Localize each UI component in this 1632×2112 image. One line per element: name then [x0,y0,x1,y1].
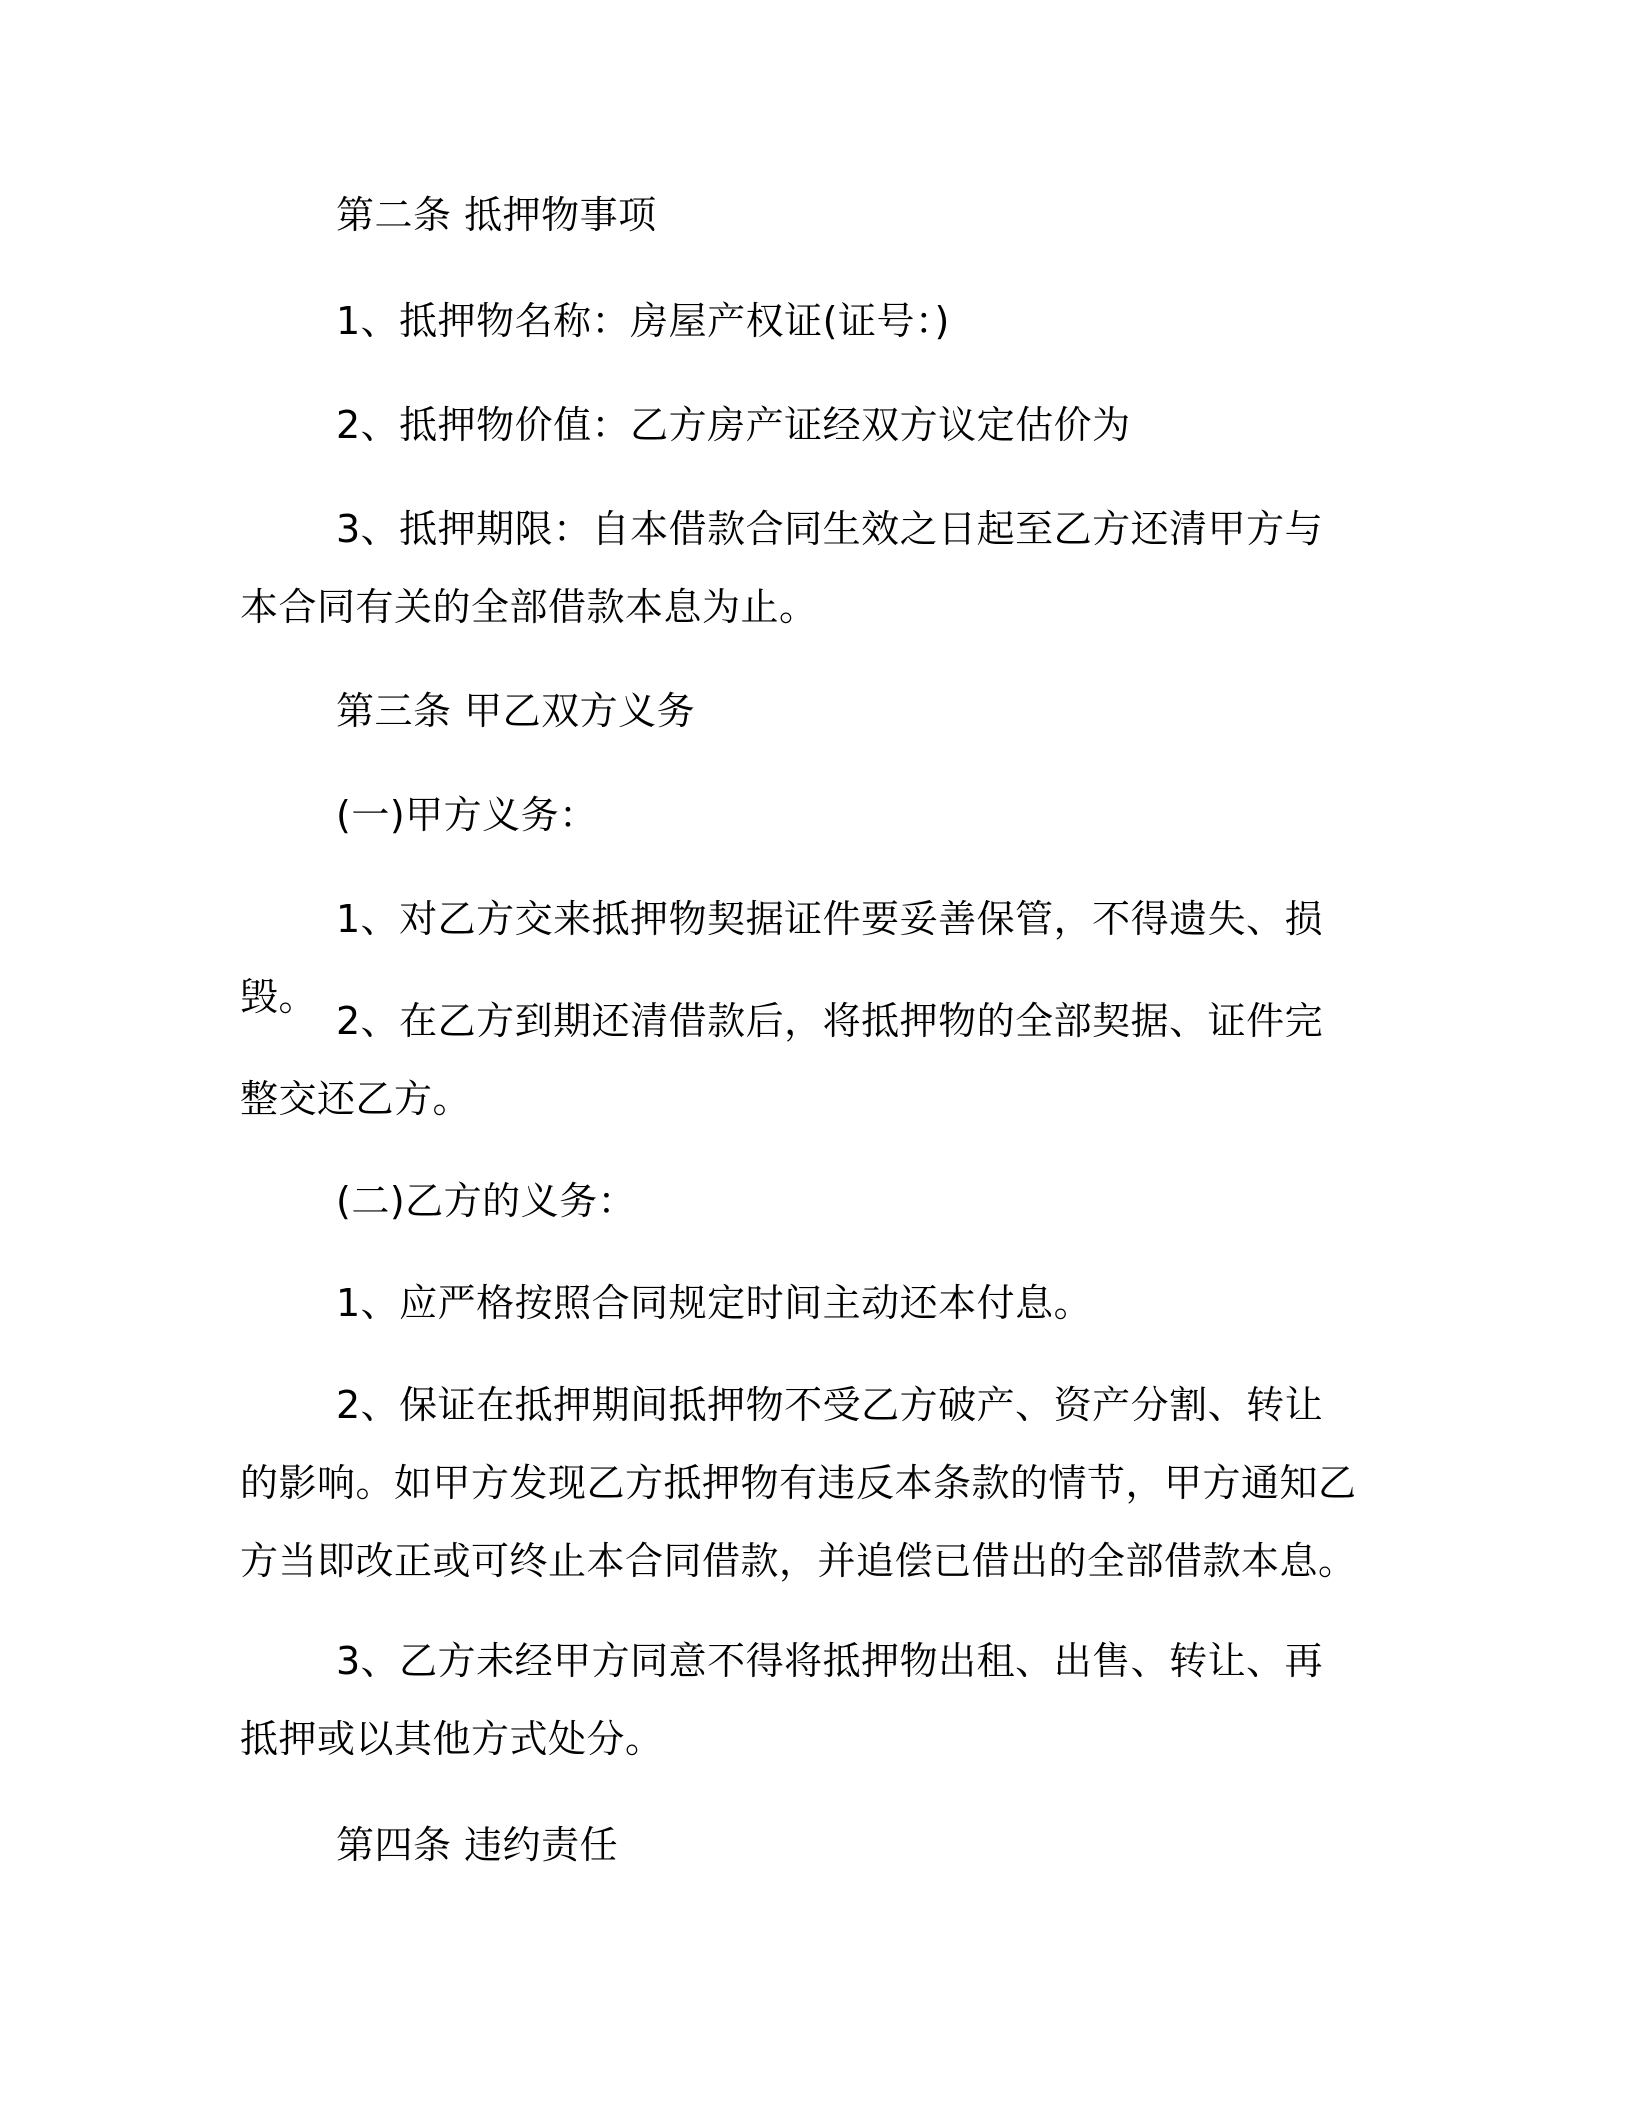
section-heading-article-4: 第四条 违约责任 [336,1823,619,1867]
collateral-value-item: 2、抵押物价值：乙方房产证经双方议定估价为 [336,403,1131,447]
party-a-duties-heading: (一)甲方义务： [336,793,598,837]
party-b-duty-2: 2、保证在抵押期间抵押物不受乙方破产、资产分割、转让的影响。如甲方发现乙方抵押物有违反本条款的情节，甲方通知乙方当即改正或可终止本合同借款，并追偿已借出的全部借款本息。 [240,1383,1357,1583]
party-b-duty-3: 3、乙方未经甲方同意不得将抵押物出租、出售、转让、再抵押或以其他方式处分。 [240,1639,1324,1761]
party-b-duties-heading: (二)乙方的义务： [336,1179,637,1223]
mortgage-term-item: 3、抵押期限：自本借款合同生效之日起至乙方还清甲方与本合同有关的全部借款本息为止。 [240,507,1324,629]
party-b-duty-1: 1、应严格按照合同规定时间主动还本付息。 [336,1281,1093,1325]
party-a-duty-1: 1、对乙方交来抵押物契据证件要妥善保管，不得遗失、损毁。 [240,897,1324,1019]
party-a-duty-2: 2、在乙方到期还清借款后，将抵押物的全部契据、证件完整交还乙方。 [240,999,1324,1121]
section-heading-article-3: 第三条 甲乙双方义务 [336,689,696,733]
collateral-name-item: 1、抵押物名称：房屋产权证(证号：) [336,299,950,343]
section-heading-article-2: 第二条 抵押物事项 [336,193,657,237]
